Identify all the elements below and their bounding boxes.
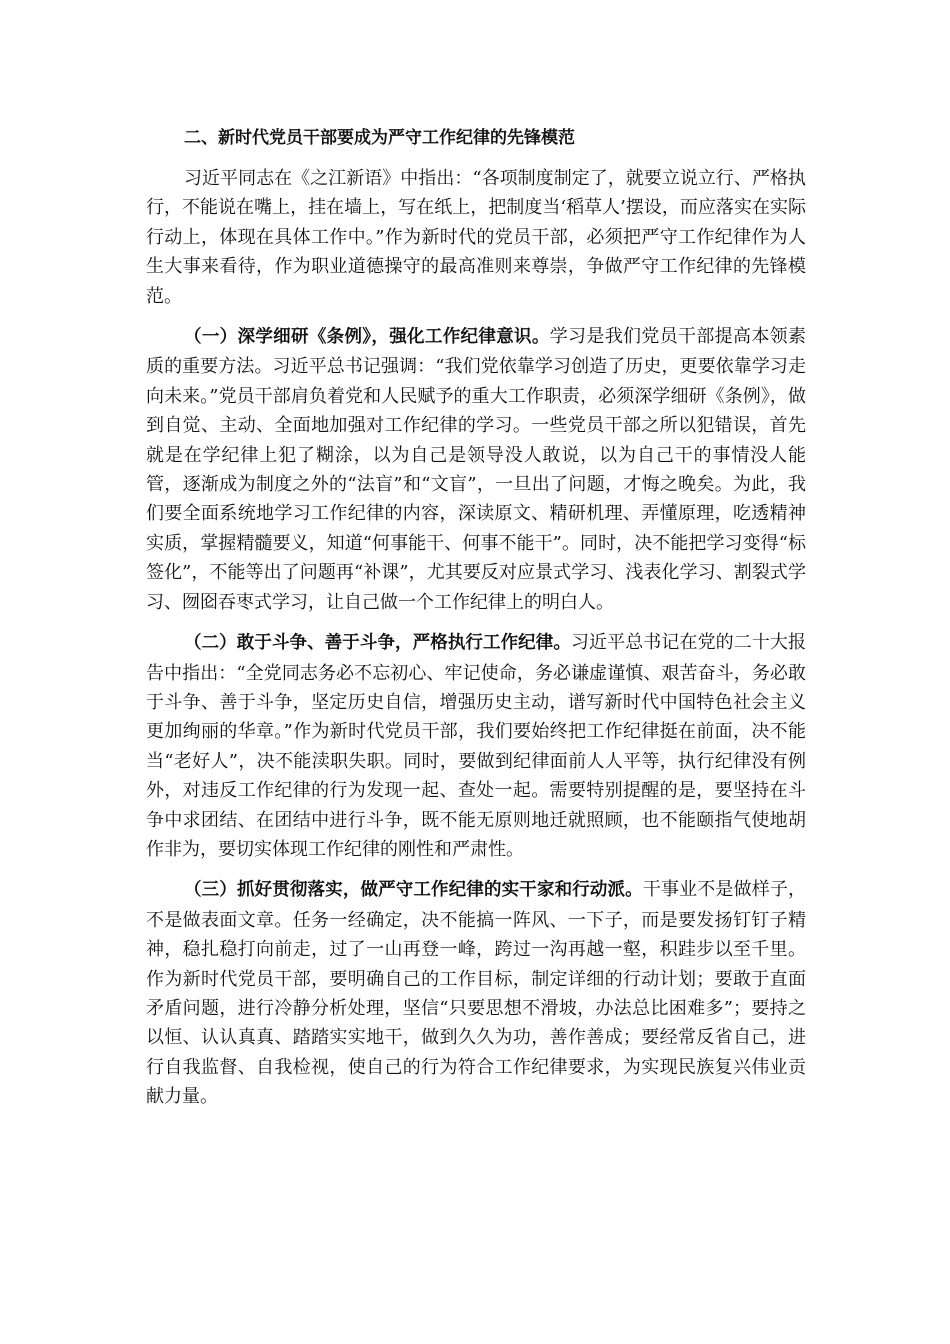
- subsection-body-2: 习近平总书记在党的二十大报告中指出：“全党同志务必不忘初心、牢记使命，务必谦虚谨慎、艰苦奋斗，务必敢于斗争、善于斗争，坚定历史自信，增强历史主动，谱写新时代中国特色社会主义更加绚丽的华章。”作为新时代党员干部，我们要始终把工作纪律挺在前面，决不能当“老好人”，决不能渎职失职。同时，要做到纪律面前人人平等，执行纪律没有例外，对违反工作纪律的行为发现一起、查处一起。需要特别提醒的是，要坚持在斗争中求团结、在团结中进行斗争，既不能无原则地迁就照顾，也不能颐指气使地胡作非为，要切实体现工作纪律的刚性和严肃性。: [146, 632, 807, 860]
- section-heading: 二、新时代党员干部要成为严守工作纪律的先锋模范: [184, 128, 575, 148]
- subsection-paragraph-2: [146, 628, 806, 864]
- subsection-body-1: 学习是我们党员干部提高本领素质的重要方法。习近平总书记强调：“我们党依靠学习创造了历史，更要依靠学习走向未来。”党员干部肩负着党和人民赋予的重大工作职责，必须深学细研《条例》，做到自觉、主动、全面地加强对工作纪律的学习。一些党员干部之所以犯错误，首先就是在学纪律上犯了糊涂，以为自己是领导没人敢说，以为自己干的事情没人能管，逐渐成为制度之外的“法盲”和“文盲”，一旦出了问题，才悔之晚矣。为此，我们要全面系统地学习工作纪律的内容，深读原文、精研机理、弄懂原理，吃透精神实质，掌握精髓要义，知道“何事能干、何事不能干”。同时，决不能把学习变得“标签化”，不能等出了问题再“补课”，尤其要反对应景式学习、浅表化学习、割裂式学习、囫囵吞枣式学习，让自己做一个工作纪律上的明白人。: [146, 326, 807, 613]
- subsection-paragraph-3: [146, 875, 806, 1111]
- intro-paragraph: 习近平同志在《之江新语》中指出：“各项制度制定了，就要立说立行、严格执行，不能说在嘴上，挂在墙上，写在纸上，把制度当‘稻草人’摆设，而应落实在实际行动上，体现在具体工作中。”作为新时代的党员干部，必须把严守工作纪律作为人生大事来看待，作为职业道德操守的最高准则来尊崇，争做严守工作纪律的先锋模范。: [146, 168, 806, 307]
- subsection-lead-2: （二）敢于斗争、善于斗争，严格执行工作纪律。: [184, 633, 571, 654]
- subsection-lead-3: （三）抓好贯彻落实，做严守工作纪律的实干家和行动派。: [184, 880, 643, 901]
- subsection-lead-1: （一）深学细研《条例》，强化工作纪律意识。: [184, 327, 550, 348]
- document-page: [146, 122, 806, 1123]
- subsection-body-3: 干事业不是做样子，不是做表面文章。任务一经确定，决不能搞一阵风、一下子，而是要发扬钉钉子精神，稳扎稳打向前走，过了一山再登一峰，跨过一沟再越一壑，积跬步以至千里。作为新时代党员干部，要明确自己的工作目标，制定详细的行动计划；要敢于直面矛盾问题，进行冷静分析处理，坚信“只要思想不滑坡，办法总比困难多”；要持之以恒、认认真真、踏踏实实地干，做到久久为功，善作善成；要经常反省自己，进行自我监督、自我检视，使自己的行为符合工作纪律要求，为实现民族复兴伟业贡献力量。: [146, 879, 807, 1108]
- subsection-paragraph-1: [146, 322, 806, 617]
